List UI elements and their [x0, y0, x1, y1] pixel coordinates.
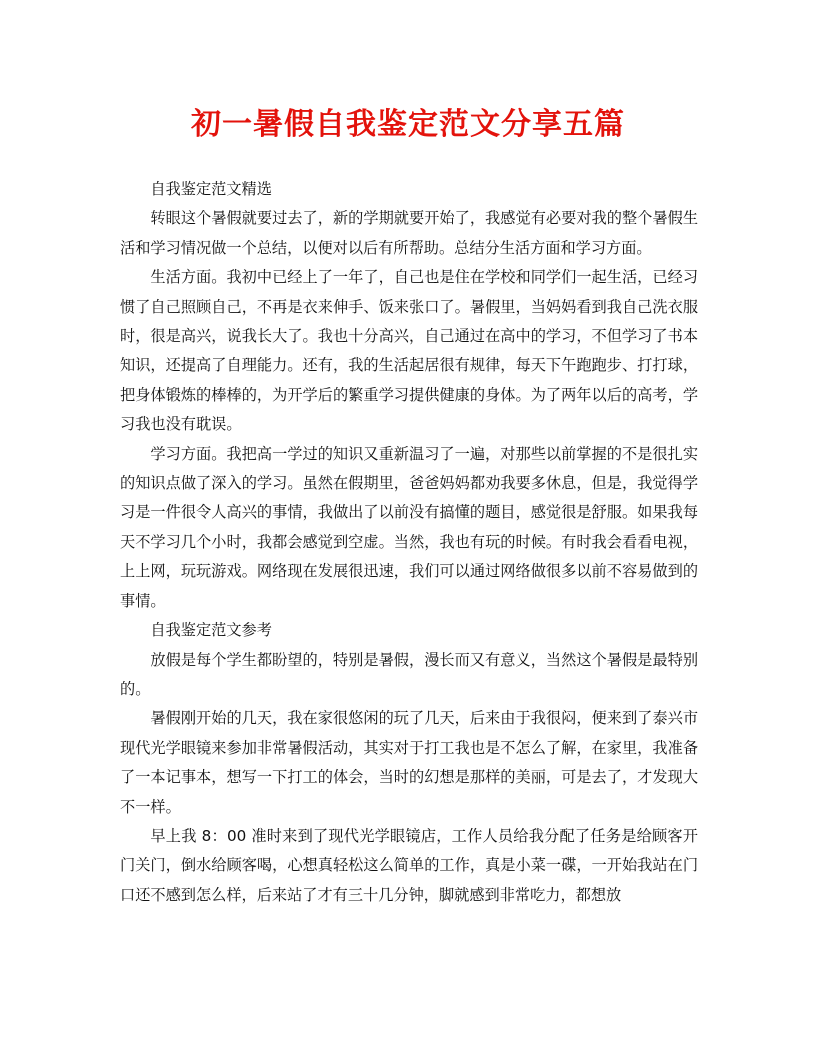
section-heading-reference: 自我鉴定范文参考: [150, 621, 272, 640]
document-title: 初一暑假自我鉴定范文分享五篇: [191, 107, 625, 142]
section-heading-selected: 自我鉴定范文精选: [150, 180, 272, 198]
document-body: [120, 175, 698, 910]
paragraph-first-day: 早上我 8：00 准时来到了现代光学眼镜店，工作人员给我分配了任务是给顾客开门关门，倒水给顾客喝，心想真轻松这么简单的工作，真是小菜一碟，一开始我站在门口还不感到怎么样，后来站了才有三十几分钟，脚就感到非常吃力，都想放: [120, 826, 698, 904]
paragraph-vacation: 放假是每个学生都盼望的，特别是暑假，漫长而又有意义，当然这个暑假是最特别的。: [120, 650, 698, 698]
paragraph-life: 生活方面。我初中已经上了一年了，自己也是住在学校和同学们一起生活，已经习惯了自己照顾自己，不再是衣来伸手、饭来张口了。暑假里，当妈妈看到我自己洗衣服时，很是高兴，说我长大了。我也十分高兴，自己通过在高中的学习，不但学习了书本知识，还提高了自理能力。还有，我的生活起居很有规律，每天下午跑跑步、打打球，把身体锻炼的棒棒的，为开学后的繁重学习提供健康的身体。为了两年以后的高考，学习我也没有耽误。: [120, 268, 698, 434]
paragraph-study: 学习方面。我把高一学过的知识又重新温习了一遍，对那些以前掌握的不是很扎实的知识点做了深入的学习。虽然在假期里，爸爸妈妈都劝我要多休息，但是，我觉得学习是一件很令人高兴的事情，我做出了以前没有搞懂的题目，感觉很是舒服。如果我每天不学习几个小时，我都会感觉到空虚。当然，我也有玩的时候。有时我会看看电视，上上网，玩玩游戏。网络现在发展很迅速，我们可以通过网络做很多以前不容易做到的事情。: [120, 444, 698, 610]
paragraph-job-start: 暑假刚开始的几天，我在家很悠闲的玩了几天，后来由于我很闷，便来到了泰兴市现代光学眼镜来参加非常暑假活动，其实对于打工我也是不怎么了解，在家里，我准备了一本记事本，想写一下打工的体会，当时的幻想是那样的美丽，可是去了，才发现大不一样。: [120, 709, 698, 816]
paragraph-intro: 转眼这个暑假就要过去了，新的学期就要开始了，我感觉有必要对我的整个暑假生活和学习情况做一个总结，以便对以后有所帮助。总结分生活方面和学习方面。: [120, 209, 698, 257]
